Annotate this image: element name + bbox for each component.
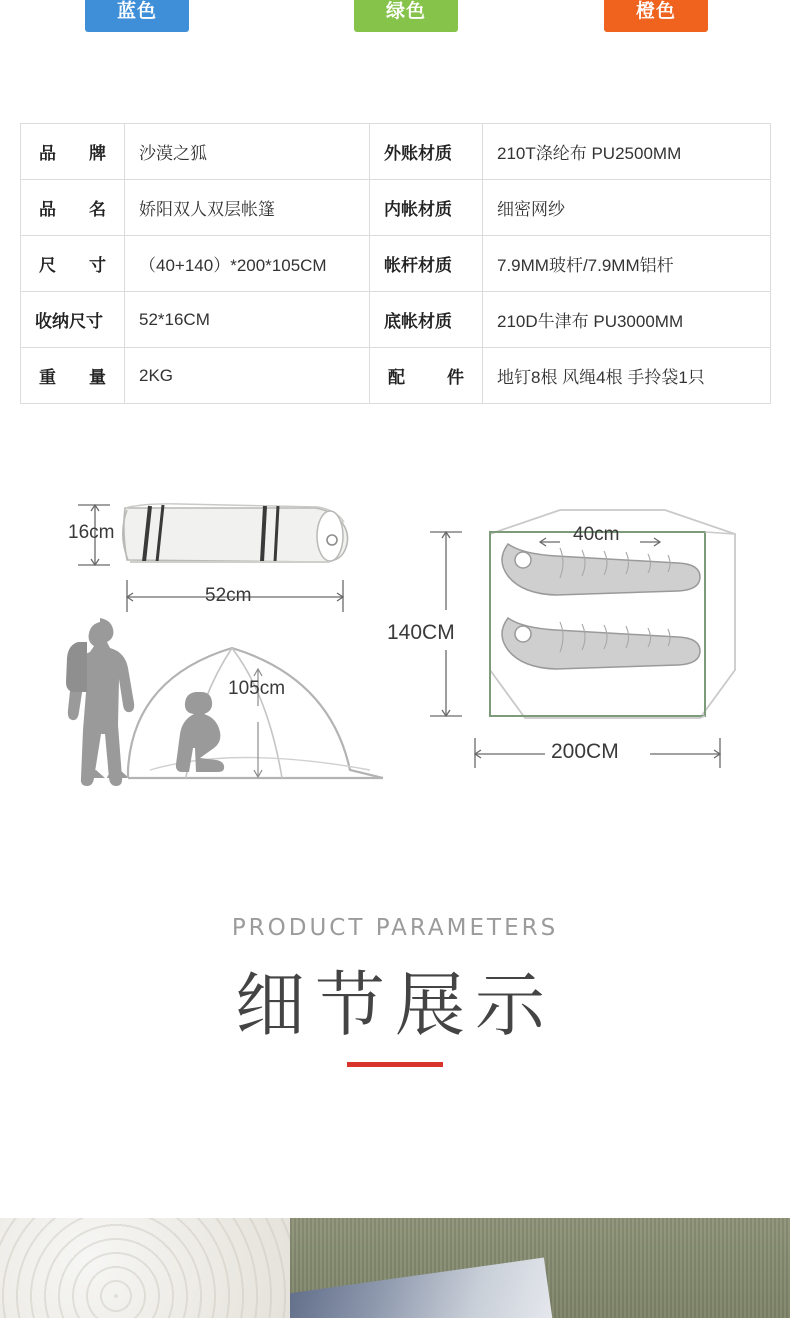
spec-value-product-name: 娇阳双人双层帐篷	[125, 180, 370, 236]
detail-photo-strip	[0, 1218, 790, 1318]
dimension-diagram	[0, 470, 790, 820]
tent-height-label: 105cm	[228, 678, 286, 699]
color-tab-bar	[0, 0, 790, 34]
pack-length-label: 52cm	[205, 585, 252, 606]
color-tab-blue[interactable]: 蓝色	[85, 0, 189, 32]
spec-label-size: 尺 寸	[21, 236, 125, 292]
spec-value-brand: 沙漠之狐	[125, 124, 370, 180]
color-tab-green[interactable]: 绿色	[354, 0, 458, 32]
section-heading-rule	[347, 1062, 443, 1067]
table-row	[21, 292, 771, 348]
spec-table	[20, 123, 771, 404]
spec-value-inner-material: 细密网纱	[483, 180, 771, 236]
spec-label-packed-size: 收纳尺寸	[21, 292, 125, 348]
detail-photo-fabric	[0, 1218, 290, 1318]
diagram-illustration	[0, 470, 790, 820]
spec-value-pole-material: 7.9MM玻杆/7.9MM铝杆	[483, 236, 771, 292]
spec-label-pole-material: 帐杆材质	[370, 236, 483, 292]
inner-length-label: 200CM	[551, 740, 619, 763]
spec-value-outer-material: 210T涤纶布 PU2500MM	[483, 124, 771, 180]
color-tab-orange[interactable]: 橙色	[604, 0, 708, 32]
spec-label-floor-material: 底帐材质	[370, 292, 483, 348]
packed-bag-figure	[123, 504, 348, 562]
inner-depth-label: 140CM	[387, 621, 455, 644]
spec-label-product-name: 品 名	[21, 180, 125, 236]
spec-label-brand: 品 牌	[21, 124, 125, 180]
spec-value-accessories: 地钉8根 风绳4根 手拎袋1只	[483, 348, 771, 404]
table-row	[21, 180, 771, 236]
table-row	[21, 348, 771, 404]
inner-front-label: 40cm	[573, 524, 620, 545]
detail-photo-tent	[290, 1218, 790, 1318]
table-row	[21, 124, 771, 180]
spec-value-weight: 2KG	[125, 348, 370, 404]
spec-value-floor-material: 210D牛津布 PU3000MM	[483, 292, 771, 348]
spec-label-outer-material: 外账材质	[370, 124, 483, 180]
spec-label-accessories: 配 件	[370, 348, 483, 404]
section-heading	[0, 915, 790, 1067]
spec-label-weight: 重 量	[21, 348, 125, 404]
table-row	[21, 236, 771, 292]
section-heading-english: PRODUCT PARAMETERS	[231, 915, 559, 941]
tent-side-figure	[66, 618, 383, 786]
section-heading-chinese: 细节展示	[235, 964, 555, 1046]
spec-value-size: （40+140）*200*105CM	[125, 236, 370, 292]
spec-label-inner-material: 内帐材质	[370, 180, 483, 236]
pack-height-label: 16cm	[68, 522, 115, 543]
spec-value-packed-size: 52*16CM	[125, 292, 370, 348]
